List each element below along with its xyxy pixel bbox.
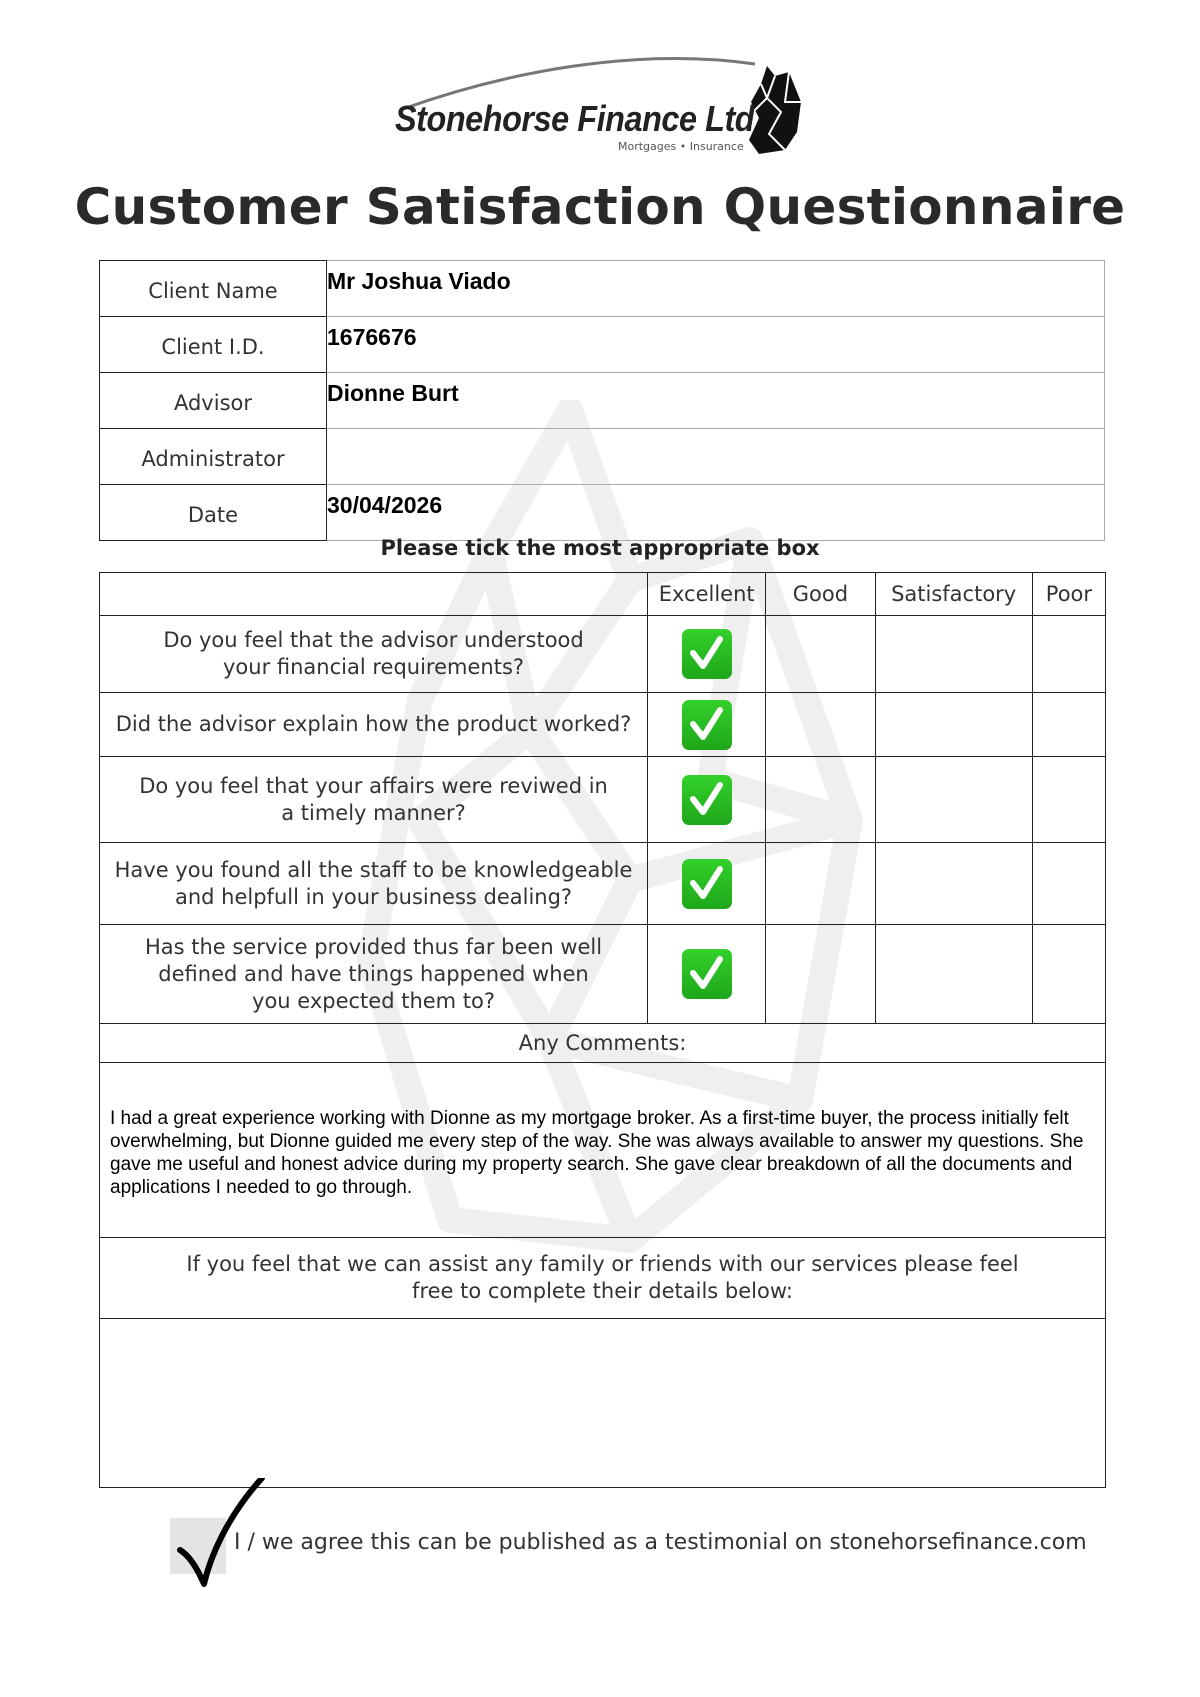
question-row: [100, 925, 1106, 1024]
client-info-table: [99, 260, 1105, 541]
client-id-value[interactable]: 1676676: [327, 317, 1105, 373]
comments-heading: Any Comments:: [100, 1024, 1106, 1063]
page-title: Customer Satisfaction Questionnaire: [74, 178, 1126, 236]
question-row: [100, 693, 1106, 757]
checkmark-icon: [682, 775, 732, 825]
rating-table: [99, 572, 1106, 1488]
question-5-text: Has the service provided thus far been well defined and have things happened when you expected them to?: [144, 934, 603, 1013]
testimonial-consent: [168, 1478, 1087, 1578]
rating-header-row: [100, 573, 1106, 616]
excellent-checkbox[interactable]: [648, 693, 766, 757]
checkmark-icon: [682, 949, 732, 999]
satisfactory-checkbox[interactable]: [875, 757, 1032, 843]
question-2-text: Did the advisor explain how the product worked?: [115, 712, 632, 736]
referral-details-field[interactable]: [100, 1319, 1106, 1488]
company-name: Stonehorse Finance Ltd: [395, 98, 755, 139]
excellent-checkbox[interactable]: [648, 843, 766, 925]
excellent-checkbox[interactable]: [648, 757, 766, 843]
poor-checkbox[interactable]: [1032, 757, 1105, 843]
administrator-value[interactable]: [327, 429, 1105, 485]
good-checkbox[interactable]: [766, 843, 875, 925]
column-satisfactory: Satisfactory: [875, 573, 1032, 616]
column-excellent: Excellent: [648, 573, 766, 616]
satisfactory-checkbox[interactable]: [875, 616, 1032, 693]
checkmark-icon: [682, 629, 732, 679]
referral-heading: [100, 1238, 1106, 1319]
date-row: [100, 485, 1105, 541]
client-id-row: [100, 317, 1105, 373]
question-text: [100, 843, 648, 925]
question-4-text: Have you found all the staff to be knowledgeable and helpfull in your business dealing?: [114, 857, 633, 909]
referral-heading-row: [100, 1238, 1106, 1319]
company-logo: [385, 52, 825, 162]
column-good: Good: [766, 573, 875, 616]
question-text: [100, 693, 648, 757]
good-checkbox[interactable]: [766, 925, 875, 1024]
poor-checkbox[interactable]: [1032, 616, 1105, 693]
client-id-label: Client I.D.: [100, 317, 327, 373]
column-poor: Poor: [1032, 573, 1105, 616]
poor-checkbox[interactable]: [1032, 925, 1105, 1024]
question-column-header: [100, 573, 648, 616]
advisor-value[interactable]: Dionne Burt: [327, 373, 1105, 429]
good-checkbox[interactable]: [766, 693, 875, 757]
horse-head-icon: [745, 62, 805, 157]
satisfactory-checkbox[interactable]: [875, 925, 1032, 1024]
checkmark-icon: [682, 700, 732, 750]
company-tagline: Mortgages • Insurance: [618, 140, 744, 153]
question-row: [100, 843, 1106, 925]
administrator-label: Administrator: [100, 429, 327, 485]
question-1-text: Do you feel that the advisor understood your financial requirements?: [163, 628, 584, 679]
question-text: [100, 925, 648, 1024]
referral-heading-text: If you feel that we can assist any family or friends with our services please feel free to complete their details below:: [186, 1252, 1019, 1303]
satisfactory-checkbox[interactable]: [875, 693, 1032, 757]
comments-row: [100, 1063, 1106, 1238]
advisor-label: Advisor: [100, 373, 327, 429]
poor-checkbox[interactable]: [1032, 843, 1105, 925]
excellent-checkbox[interactable]: [648, 616, 766, 693]
question-row: [100, 616, 1106, 693]
question-text: [100, 616, 648, 693]
client-name-label: Client Name: [100, 261, 327, 317]
administrator-row: [100, 429, 1105, 485]
poor-checkbox[interactable]: [1032, 693, 1105, 757]
comments-heading-row: [100, 1024, 1106, 1063]
date-value[interactable]: 30/04/2026: [327, 485, 1105, 541]
good-checkbox[interactable]: [766, 616, 875, 693]
good-checkbox[interactable]: [766, 757, 875, 843]
advisor-row: [100, 373, 1105, 429]
instruction-text: Please tick the most appropriate box: [380, 536, 820, 560]
referral-row: [100, 1319, 1106, 1488]
question-text: [100, 757, 648, 843]
comments-textarea[interactable]: I had a great experience working with Dionne as my mortgage broker. As a first-time buyer, the process initially felt overwhelming, but Dionne guided me every step of the way. She was always available to answer my questions. She gave me useful and honest advice during my property search. She gave clear breakdown of all the documents and applications I needed to go through.: [100, 1063, 1106, 1238]
date-label: Date: [100, 485, 327, 541]
question-3-text: Do you feel that your affairs were reviwed in a timely manner?: [139, 773, 608, 825]
question-row: [100, 757, 1106, 843]
satisfactory-checkbox[interactable]: [875, 843, 1032, 925]
checkmark-icon: [682, 859, 732, 909]
client-name-value[interactable]: Mr Joshua Viado: [327, 261, 1105, 317]
excellent-checkbox[interactable]: [648, 925, 766, 1024]
consent-text: I / we agree this can be published as a testimonial on stonehorsefinance.com: [234, 1530, 1087, 1555]
client-name-row: [100, 261, 1105, 317]
